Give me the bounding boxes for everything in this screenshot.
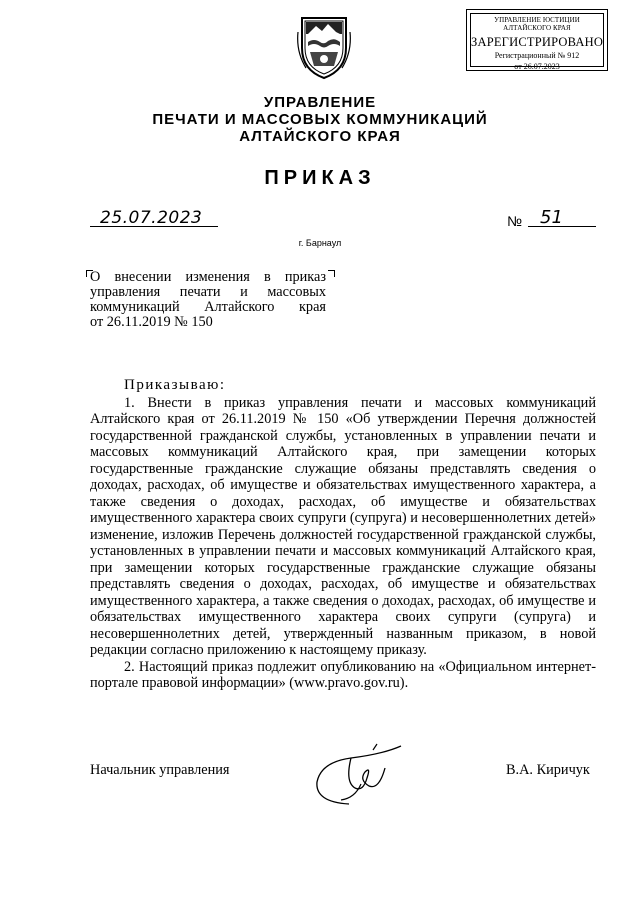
organization-name-line: ПЕЧАТИ И МАССОВЫХ КОММУНИКАЦИЙ bbox=[152, 111, 488, 128]
subject-line: коммуникаций Алтайского края bbox=[90, 299, 326, 315]
subject-line: управления печати и массовых bbox=[90, 284, 326, 300]
stamp-org-line: УПРАВЛЕНИЕ ЮСТИЦИИ bbox=[494, 16, 580, 24]
date-underline bbox=[90, 226, 218, 227]
order-subject bbox=[90, 270, 326, 330]
order-number: 51 bbox=[540, 207, 563, 228]
number-label: № bbox=[507, 213, 523, 229]
coat-of-arms-emblem bbox=[296, 12, 352, 80]
organization-name-line: УПРАВЛЕНИЕ bbox=[263, 94, 377, 111]
stamp-title: ЗАРЕГИСТРИРОВАНО bbox=[471, 35, 604, 49]
order-date: 25.07.2023 bbox=[100, 208, 203, 228]
order-body bbox=[90, 377, 596, 692]
registration-stamp-frame bbox=[470, 13, 604, 71]
subject-bracket-right bbox=[328, 270, 335, 277]
order-paragraph: 1. Внести в приказ управления печати и массовых коммуникаций Алтайского края от 26.11.2019 № 150 «Об утверждении Перечня должностей государственной гражданской службы, установленных в управлении печати и массовых коммуникаций Алтайского края, при замещении которых государственные гражданские служащие обязаны представлять сведения о доходах, расходах, об имуществе и обязательствах имущественного характера, а также сведения о доходах, расходах, об имуществе и обязательствах имущественного характера своих супруги (супруга) и несовершеннолетних детей» изменение, изложив Перечень должностей государственной гражданской службы, установленных в управлении печати и массовых коммуникаций Алтайского края, при замещении которых государственные гражданские служащие обязаны представлять сведения о доходах, расходах, об имуществе и обязательствах имущественного характера, а также сведения о доходах, расходах, об имуществе и обязательствах имущественного характера своих супруги (супруга) и несовершеннолетних детей, утвержденный названным приказом, в новой редакции согласно приложению к настоящему приказу. bbox=[90, 394, 596, 658]
subject-line: О внесении изменения в приказ bbox=[90, 269, 326, 285]
organization-name-line: АЛТАЙСКОГО КРАЯ bbox=[239, 128, 401, 145]
signer-position: Начальник управления bbox=[90, 762, 230, 778]
order-intro: Приказываю: bbox=[124, 377, 226, 393]
stamp-reg-date: от 26.07.2023 bbox=[514, 62, 560, 71]
registration-stamp bbox=[466, 9, 608, 71]
document-type-title: ПРИКАЗ bbox=[264, 167, 376, 189]
handwritten-signature bbox=[305, 738, 415, 810]
stamp-org-line: АЛТАЙСКОГО КРАЯ bbox=[503, 24, 571, 32]
city: г. Барнаул bbox=[298, 238, 342, 248]
stamp-reg-number: Регистрационный № 912 bbox=[494, 51, 580, 60]
stamp-organization bbox=[471, 16, 603, 32]
signer-name: В.А. Киричук bbox=[506, 762, 590, 778]
order-paragraph: 2. Настоящий приказ подлежит опубликованию на «Официальном интернет-портале правовой информации» (www.pravo.gov.ru). bbox=[90, 658, 596, 691]
subject-line: от 26.11.2019 № 150 bbox=[90, 314, 213, 330]
number-underline bbox=[528, 226, 596, 227]
